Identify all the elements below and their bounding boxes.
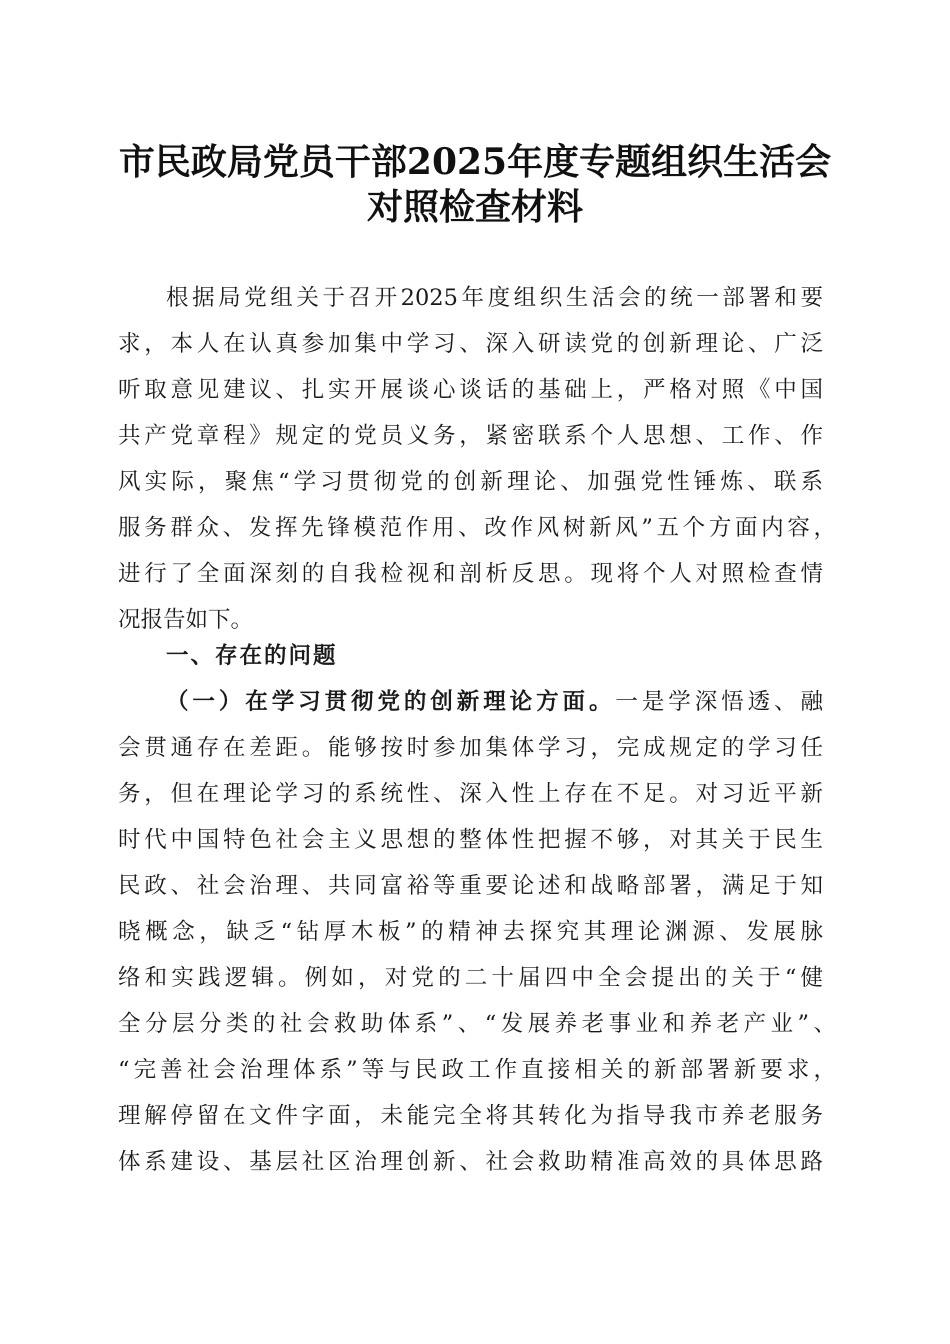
document-title-line-1: 市民政局党员干部2025年度专题组织生活会: [118, 141, 832, 183]
subsection-line: 全分层分类的社会救助体系”、“发展养老事业和养老产业”、: [118, 1011, 836, 1037]
intro-line: 求，本人在认真参加集中学习、深入研读党的创新理论、广泛: [118, 331, 823, 357]
document-title-line-2: 对照检查材料: [366, 186, 583, 228]
intro-line: 况报告如下。: [118, 607, 254, 633]
subsection-line: 会贯通存在差距。能够按时参加集体学习，完成规定的学习任: [118, 735, 823, 761]
intro-line: 共产党章程》规定的党员义务，紧密联系个人思想、工作、作: [118, 423, 823, 449]
subsection-line: 务，但在理论学习的系统性、深入性上存在不足。对习近平新: [118, 781, 823, 807]
intro-line: 服务群众、发挥先锋模范作用、改作风树新风”五个方面内容，: [118, 515, 836, 541]
subsection-line: 体系建设、基层社区治理创新、社会救助精准高效的具体思路: [118, 1149, 823, 1175]
intro-line: 风实际，聚焦“学习贯彻党的创新理论、加强党性锤炼、联系: [118, 469, 823, 495]
intro-line: 根据局党组关于召开2025年度组织生活会的统一部署和要: [166, 285, 823, 311]
subsection-line: 民政、社会治理、共同富裕等重要论述和战略部署，满足于知: [118, 873, 823, 899]
subsection-line: 晓概念，缺乏“钻厚木板”的精神去探究其理论渊源、发展脉: [118, 919, 823, 945]
subsection-lead: （一）在学习贯彻党的创新理论方面。: [166, 689, 616, 715]
subsection-line: 络和实践逻辑。例如，对党的二十届四中全会提出的关于“健: [118, 965, 823, 991]
subsection-line: 一是学深悟透、融: [615, 689, 823, 715]
subsection-first-line: [166, 687, 823, 717]
subsection-line: “完善社会治理体系”等与民政工作直接相关的新部署新要求，: [118, 1057, 836, 1083]
subsection-line: 时代中国特色社会主义思想的整体性把握不够，对其关于民生: [118, 827, 823, 853]
section-heading: 一、存在的问题: [166, 643, 338, 669]
intro-line: 进行了全面深刻的自我检视和剖析反思。现将个人对照检查情: [118, 561, 823, 587]
subsection-line: 理解停留在文件字面，未能完全将其转化为指导我市养老服务: [118, 1103, 823, 1129]
intro-line: 听取意见建议、扎实开展谈心谈话的基础上，严格对照《中国: [118, 377, 823, 403]
